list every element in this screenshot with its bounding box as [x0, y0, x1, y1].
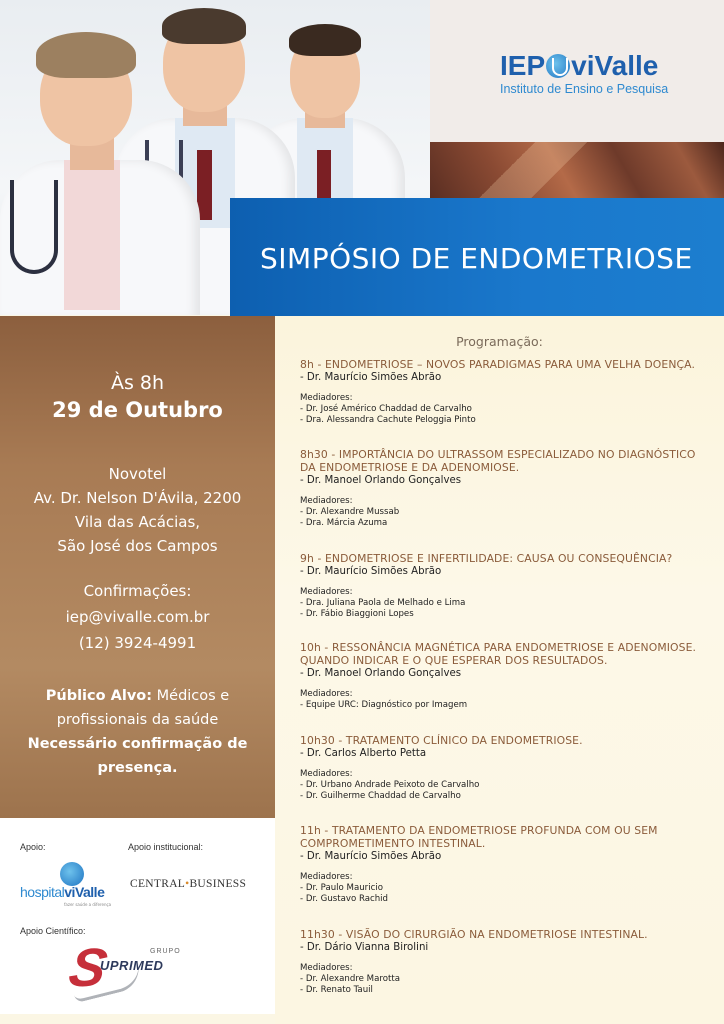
- mediators-label: Mediadores:: [300, 769, 353, 779]
- central-right: BUSINESS: [189, 878, 247, 890]
- program-heading: Programação:: [456, 334, 543, 349]
- mediators-label: Mediadores:: [300, 689, 353, 699]
- institutional-label: Apoio institucional:: [128, 842, 204, 852]
- event-time: Às 8h: [110, 372, 165, 394]
- program-panel: [275, 316, 724, 1024]
- venue-line: Av. Dr. Nelson D'Ávila, 2200: [33, 489, 242, 507]
- hospital-prefix: hospital: [20, 884, 65, 900]
- session-speaker: - Dr. Carlos Alberto Petta: [300, 748, 427, 759]
- dot-icon: •: [185, 878, 190, 890]
- session-mediator: - Dra. Alessandra Cachute Peloggia Pinto: [300, 415, 476, 425]
- audience-text: Médicos e profissionais da saúde: [56, 688, 230, 728]
- session-mediator: - Equipe URC: Diagnóstico por Imagem: [300, 700, 468, 710]
- scientific-label: Apoio Científico:: [20, 926, 86, 936]
- session-title: 8h30 - IMPORTÂNCIA DO ULTRASSOM ESPECIALIZADO NO DIAGNÓSTICO: [300, 448, 696, 461]
- session-title: DA ENDOMETRIOSE E DA ADENOMIOSE.: [300, 461, 520, 474]
- session-mediator: - Dr. Paulo Mauricio: [300, 883, 383, 893]
- mediators-label: Mediadores:: [300, 393, 353, 403]
- page-title: SIMPÓSIO DE ENDOMETRIOSE: [260, 242, 693, 275]
- contact-email[interactable]: iep@vivalle.com.br: [65, 608, 210, 626]
- event-venue: [0, 462, 275, 558]
- session-mediator: - Dra. Juliana Paola de Melhado e Lima: [300, 598, 466, 608]
- session-title: COMPROMETIMENTO INTESTINAL.: [300, 837, 486, 850]
- logo-prefix: IEP: [500, 50, 546, 81]
- session-speaker: - Dr. Maurício Simões Abrão: [300, 372, 442, 383]
- suprimed-group: GRUPO: [150, 948, 181, 955]
- confirmation-notice: Necessário confirmação de presença.: [27, 736, 248, 776]
- venue-line: Vila das Acácias,: [74, 513, 201, 531]
- session-title: QUANDO INDICAR E O QUE ESPERAR DOS RESULTADOS.: [300, 654, 608, 667]
- globe-icon: [60, 862, 84, 886]
- confirmations-label: Confirmações:: [83, 582, 192, 600]
- mediators-label: Mediadores:: [300, 963, 353, 973]
- mediators-label: Mediadores:: [300, 496, 353, 506]
- event-info-panel: [0, 316, 275, 818]
- sponsors-panel: [0, 818, 275, 1014]
- hospital-vivalle-logo: [20, 862, 120, 912]
- apoio-label: Apoio:: [20, 842, 46, 852]
- title-band: [230, 198, 724, 316]
- contact-phone[interactable]: (12) 3924-4991: [78, 634, 197, 652]
- audience-block: [20, 684, 255, 780]
- program-session: [300, 552, 715, 620]
- audience-label: Público Alvo:: [45, 688, 153, 704]
- iep-vivalle-logo: [500, 50, 658, 82]
- event-date: 29 de Outubro: [52, 398, 223, 422]
- program-session: [300, 641, 715, 711]
- hospital-logo-text: [20, 884, 104, 900]
- session-title: 10h - RESSONÂNCIA MAGNÉTICA PARA ENDOMETRIOSE E ADENOMIOSE.: [300, 641, 697, 654]
- hospital-tagline: fazer saúde a diferença: [64, 902, 112, 907]
- suprimed-name: UPRIMED: [100, 958, 164, 973]
- grupo-suprimed-logo: [64, 938, 200, 998]
- session-speaker: - Dr. Maurício Simões Abrão: [300, 851, 442, 862]
- logo-brand-name: viValle: [571, 50, 659, 81]
- hospital-name: viValle: [64, 884, 105, 900]
- session-mediator: - Dr. José Américo Chaddad de Carvalho: [300, 404, 472, 414]
- session-mediator: - Dr. Alexandre Mussab: [300, 507, 400, 517]
- venue-line: São José dos Campos: [57, 537, 218, 555]
- session-mediator: - Dr. Renato Tauil: [300, 985, 373, 995]
- session-title: 11h30 - VISÃO DO CIRURGIÃO NA ENDOMETRIOSE INTESTINAL.: [300, 928, 648, 941]
- session-title: 10h30 - TRATAMENTO CLÍNICO DA ENDOMETRIOSE.: [300, 734, 583, 747]
- central-left: CENTRAL: [130, 878, 186, 890]
- logo-area: [430, 0, 724, 142]
- session-mediator: - Dr. Fábio Biaggioni Lopes: [300, 609, 414, 619]
- session-speaker: - Dr. Maurício Simões Abrão: [300, 566, 442, 577]
- doctor-illustration-left: [0, 20, 200, 315]
- program-session: [300, 358, 715, 426]
- session-mediator: - Dr. Gustavo Rachid: [300, 894, 389, 904]
- session-speaker: - Dr. Dário Vianna Birolini: [300, 942, 429, 953]
- session-title: 11h - TRATAMENTO DA ENDOMETRIOSE PROFUNDA COM OU SEM: [300, 824, 658, 837]
- suprimed-s-letter: S: [64, 938, 112, 998]
- decorative-mosaic: [430, 142, 724, 198]
- session-mediator: - Dr. Alexandre Marotta: [300, 974, 400, 984]
- session-speaker: - Dr. Manoel Orlando Gonçalves: [300, 475, 462, 486]
- session-mediator: - Dr. Urbano Andrade Peixoto de Carvalho: [300, 780, 480, 790]
- globe-icon: [546, 54, 570, 78]
- session-title: 8h - ENDOMETRIOSE – NOVOS PARADIGMAS PARA UMA VELHA DOENÇA.: [300, 358, 695, 371]
- venue-line: Novotel: [108, 465, 167, 483]
- program-session: [300, 824, 715, 905]
- confirmations: [0, 578, 275, 656]
- mediators-label: Mediadores:: [300, 587, 353, 597]
- program-session: [300, 448, 715, 529]
- session-title: 9h - ENDOMETRIOSE E INFERTILIDADE: CAUSA OU CONSEQUÊNCIA?: [300, 552, 673, 565]
- program-session: [300, 734, 715, 802]
- program-session: [300, 928, 715, 996]
- session-speaker: - Dr. Manoel Orlando Gonçalves: [300, 668, 462, 679]
- logo-subtitle: Instituto de Ensino e Pesquisa: [500, 82, 669, 96]
- central-business-logo: [130, 878, 246, 890]
- session-mediator: - Dr. Guilherme Chaddad de Carvalho: [300, 791, 461, 801]
- mediators-label: Mediadores:: [300, 872, 353, 882]
- session-mediator: - Dra. Márcia Azuma: [300, 518, 388, 528]
